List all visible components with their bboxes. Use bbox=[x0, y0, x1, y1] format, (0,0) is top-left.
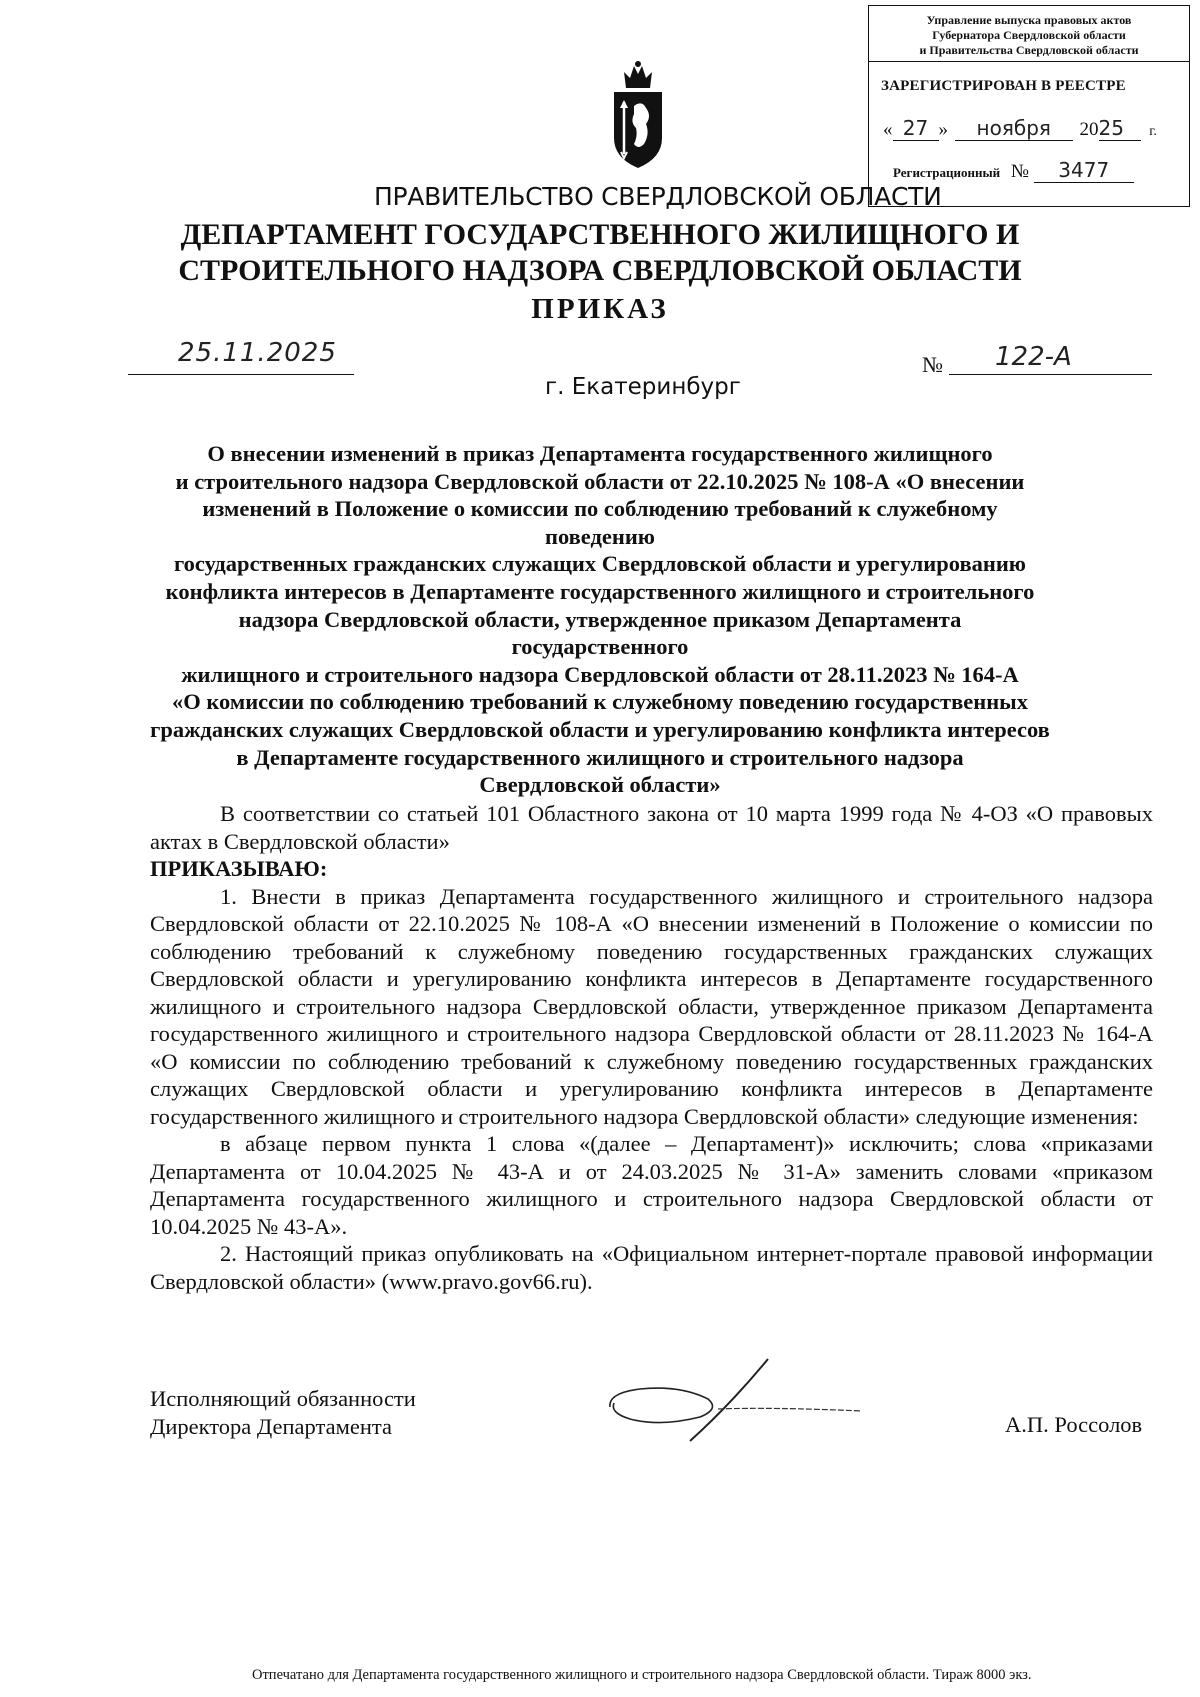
title-line: Свердловской области» bbox=[479, 772, 721, 798]
stamp-header-line: и Правительства Свердловской области bbox=[919, 43, 1139, 57]
stamp-reg-row bbox=[893, 158, 1134, 183]
title-line: гражданских служащих Свердловской области и урегулированию конфликта интересов bbox=[150, 716, 1050, 742]
stamp-quote-open: « bbox=[883, 119, 893, 140]
city: г. Екатеринбург bbox=[545, 374, 741, 400]
document-type: ПРИКАЗ bbox=[531, 293, 669, 325]
title-line: и строительного надзора Свердловской области от 22.10.2025 № 108-А «О внесении bbox=[175, 468, 1025, 494]
registry-stamp bbox=[868, 5, 1190, 207]
title-line: в Департаменте государственного жилищного и строительного надзора bbox=[236, 744, 964, 770]
item-1-paragraph: 1. Внести в приказ Департамента государственного жилищного и строительного надзора Свердловской области от 22.10.2025 № 108-А «О внесении изменений в Положение о комиссии по соблюдению требований к служебному поведению государственных гражданских служащих Свердловской области и урегулированию конфликта интересов в Департаменте государственного жилищного и строительного надзора Свердловской области, утвержденное приказом Департамента государственного жилищного и строительного надзора Свердловской области от 28.11.2023 № 164-А «О комиссии по соблюдению требований к служебному поведению государственных гражданских служащих Свердловской области и урегулированию конфликта интересов в Департаменте государственного жилищного и строительного надзора Свердловской области» следующие изменения: bbox=[150, 883, 1153, 1129]
stamp-quote-close: » bbox=[938, 119, 948, 140]
document-body bbox=[150, 800, 1153, 1295]
item-1-sub-paragraph: в абзаце первом пункта 1 слова «(далее – Департамент)» исключить; слова «приказами Департамента от 10.04.2025 № 43-А и от 24.03.2025 № 31-А» заменить словами «приказом Департамента государственного жилищного и строительного надзора Свердловской области от 10.04.2025 № 43-А». bbox=[150, 1131, 1153, 1239]
government-name: ПРАВИТЕЛЬСТВО СВЕРДЛОВСКОЙ ОБЛАСТИ bbox=[374, 182, 942, 211]
handwritten-signature bbox=[600, 1345, 860, 1455]
stamp-reg-label: Регистрационный bbox=[893, 165, 1001, 180]
document-title bbox=[150, 440, 1050, 799]
number-label: № bbox=[922, 352, 943, 377]
coat-of-arms-icon bbox=[608, 58, 668, 170]
signatory-position bbox=[150, 1385, 416, 1440]
title-line: изменений в Положение о комиссии по соблюдению требований к служебному поведению bbox=[202, 496, 998, 549]
coat-of-arms bbox=[608, 58, 668, 170]
preamble-paragraph: В соответствии со статьей 101 Областного закона от 10 марта 1999 года № 4-ОЗ «О правовых актах в Свердловской области» bbox=[150, 801, 1153, 854]
title-line: жилищного и строительного надзора Свердловской области от 28.11.2023 № 164-А bbox=[181, 661, 1019, 687]
title-line: государственных гражданских служащих Свердловской области и урегулированию bbox=[174, 551, 1026, 577]
title-line: О внесении изменений в приказ Департамента государственного жилищного bbox=[207, 441, 993, 466]
signatory-position-line: Исполняющий обязанности bbox=[150, 1386, 416, 1411]
date-handwritten: 25.11.2025 bbox=[178, 338, 337, 368]
item-2-paragraph: 2. Настоящий приказ опубликовать на «Официальном интернет-портале правовой информации Свердловской области» (www.pravo.gov66.ru). bbox=[150, 1241, 1153, 1294]
stamp-registered-label: ЗАРЕГИСТРИРОВАН В РЕЕСТРЕ bbox=[881, 78, 1126, 94]
department-name-line: ДЕПАРТАМЕНТ ГОСУДАРСТВЕННОГО ЖИЛИЩНОГО И bbox=[180, 218, 1020, 251]
stamp-year-abbr: г. bbox=[1149, 124, 1157, 139]
department-name bbox=[150, 217, 1050, 289]
stamp-header-line: Управление выпуска правовых актов bbox=[926, 13, 1132, 27]
title-line: «О комиссии по соблюдению требований к служебному поведению государственных bbox=[172, 689, 1028, 715]
signatory-position-line: Директора Департамента bbox=[150, 1413, 392, 1439]
title-line: конфликта интересов в Департаменте государственного жилищного и строительного bbox=[165, 578, 1035, 604]
stamp-day: 27 bbox=[893, 116, 939, 141]
signature-icon bbox=[600, 1345, 860, 1455]
stamp-date-row bbox=[883, 116, 1157, 141]
stamp-header-line: Губернатора Свердловской области bbox=[932, 28, 1126, 42]
stamp-year-suffix: 25 bbox=[1099, 116, 1141, 141]
department-name-line: СТРОИТЕЛЬНОГО НАДЗОРА СВЕРДЛОВСКОЙ ОБЛАСТИ bbox=[178, 254, 1022, 287]
stamp-num-sign: № bbox=[1010, 161, 1029, 182]
stamp-year-prefix: 20 bbox=[1079, 119, 1099, 140]
number-handwritten: 122-А bbox=[995, 342, 1072, 372]
stamp-reg-number: 3477 bbox=[1034, 158, 1134, 183]
stamp-header bbox=[869, 6, 1189, 62]
order-word: ПРИКАЗЫВАЮ: bbox=[150, 856, 328, 881]
print-footer: Отпечатано для Департамента государственного жилищного и строительного надзора Свердловской области. Тираж 8000 экз. bbox=[252, 1667, 1032, 1683]
title-line: надзора Свердловской области, утвержденное приказом Департамента государственного bbox=[238, 606, 962, 660]
signatory-name: А.П. Россолов bbox=[1005, 1412, 1143, 1437]
stamp-month: ноября bbox=[955, 116, 1073, 141]
